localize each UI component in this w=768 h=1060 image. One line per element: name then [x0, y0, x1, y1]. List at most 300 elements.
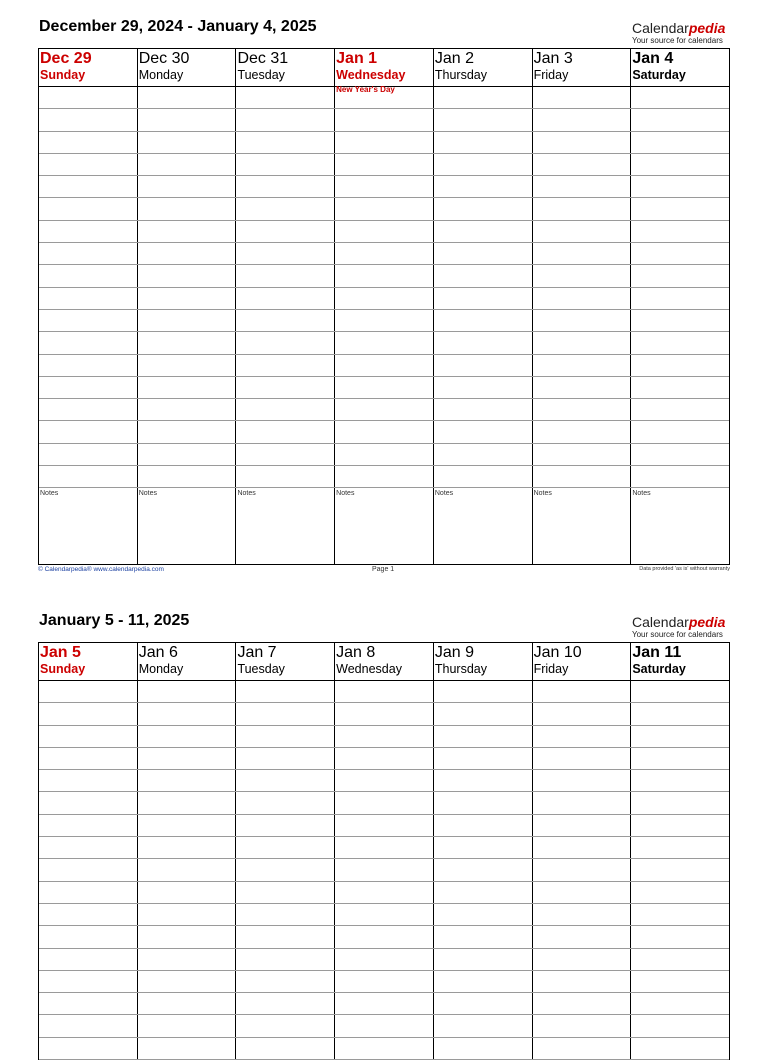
entry-cell[interactable]	[532, 399, 631, 420]
entry-cell[interactable]	[532, 310, 631, 331]
day-header-friday	[532, 49, 631, 86]
entry-cell[interactable]	[39, 399, 137, 420]
entry-cell[interactable]	[334, 1038, 433, 1059]
entry-cell[interactable]	[433, 243, 532, 264]
entry-cell[interactable]	[334, 109, 433, 130]
entry-cell[interactable]	[39, 815, 137, 836]
day-date: Jan 10	[533, 644, 582, 661]
entry-cell[interactable]	[137, 837, 236, 858]
entry-cell[interactable]	[630, 87, 729, 108]
entry-cell[interactable]	[630, 355, 729, 376]
calendarpedia-logo	[632, 20, 742, 46]
entry-cell[interactable]	[235, 132, 334, 153]
entry-cell[interactable]	[334, 332, 433, 353]
entry-cell[interactable]	[334, 726, 433, 747]
entry-cell[interactable]	[433, 792, 532, 813]
entry-cell[interactable]	[39, 198, 137, 219]
entry-cell[interactable]	[630, 265, 729, 286]
notes-cell[interactable]: Notes	[630, 488, 729, 564]
day-date: Jan 2	[434, 50, 475, 67]
entry-cell[interactable]	[39, 971, 137, 992]
entry-cell[interactable]	[334, 859, 433, 880]
entry-cell[interactable]	[137, 132, 236, 153]
entry-cell[interactable]	[39, 681, 137, 702]
entry-cell[interactable]	[433, 87, 532, 108]
entry-cell[interactable]	[39, 377, 137, 398]
entry-cell[interactable]	[433, 703, 532, 724]
entry-cell[interactable]	[39, 265, 137, 286]
entry-cell[interactable]	[630, 882, 729, 903]
time-row	[39, 837, 729, 859]
entry-cell[interactable]	[433, 377, 532, 398]
entry-cell[interactable]	[137, 993, 236, 1014]
entry-cell[interactable]	[532, 748, 631, 769]
entry-cell[interactable]	[433, 444, 532, 465]
entry-cell[interactable]	[137, 859, 236, 880]
notes-cell[interactable]: Notes	[235, 488, 334, 564]
time-row	[39, 176, 729, 198]
entry-cell[interactable]	[137, 265, 236, 286]
day-header-saturday	[630, 643, 729, 680]
entry-cell[interactable]	[334, 971, 433, 992]
day-date: Jan 8	[336, 644, 376, 661]
entry-cell[interactable]	[39, 132, 137, 153]
entry-cell[interactable]	[532, 109, 631, 130]
notes-cell[interactable]: Notes	[40, 490, 59, 498]
entry-cell[interactable]	[39, 221, 137, 242]
entry-cell[interactable]	[532, 132, 631, 153]
entry-cell[interactable]	[235, 288, 334, 309]
entry-cell[interactable]	[433, 399, 532, 420]
entry-cell[interactable]	[532, 87, 631, 108]
day-header-sunday	[39, 49, 137, 86]
entry-cell[interactable]	[334, 154, 433, 175]
entry-cell[interactable]	[532, 176, 631, 197]
entry-cell[interactable]	[532, 1015, 631, 1036]
time-row	[39, 703, 729, 725]
entry-cell[interactable]	[532, 859, 631, 880]
entry-cell[interactable]	[433, 332, 532, 353]
entry-cell[interactable]	[39, 926, 137, 947]
time-rows	[39, 681, 729, 1060]
entry-cell[interactable]	[532, 926, 631, 947]
time-row	[39, 221, 729, 243]
entry-cell[interactable]	[137, 882, 236, 903]
entry-cell[interactable]	[39, 1038, 137, 1059]
notes-cell[interactable]: Notes	[433, 488, 532, 564]
entry-cell[interactable]	[630, 421, 729, 442]
notes-cell[interactable]: Notes	[137, 488, 236, 564]
entry-cell[interactable]	[39, 288, 137, 309]
entry-cell[interactable]	[630, 926, 729, 947]
entry-cell[interactable]	[39, 748, 137, 769]
entry-cell[interactable]	[630, 792, 729, 813]
entry-cell[interactable]	[137, 355, 236, 376]
entry-cell[interactable]	[39, 949, 137, 970]
entry-cell[interactable]	[39, 87, 137, 108]
entry-cell[interactable]	[137, 748, 236, 769]
entry-cell[interactable]	[235, 949, 334, 970]
entry-cell[interactable]	[630, 221, 729, 242]
entry-cell[interactable]	[334, 792, 433, 813]
entry-cell[interactable]	[137, 288, 236, 309]
entry-cell[interactable]	[433, 265, 532, 286]
entry-cell[interactable]	[137, 444, 236, 465]
entry-cell[interactable]	[235, 770, 334, 791]
entry-cell[interactable]	[532, 1038, 631, 1059]
entry-cell[interactable]	[532, 815, 631, 836]
day-date: Jan 9	[434, 644, 475, 661]
entry-cell[interactable]	[630, 132, 729, 153]
entry-cell[interactable]	[532, 444, 631, 465]
copyright-link[interactable]: © Calendarpedia® www.calendarpedia.com	[38, 566, 164, 573]
entry-cell[interactable]	[137, 904, 236, 925]
entry-cell[interactable]	[137, 310, 236, 331]
entry-cell[interactable]	[334, 198, 433, 219]
time-row	[39, 904, 729, 926]
entry-cell[interactable]	[137, 243, 236, 264]
entry-cell[interactable]	[630, 748, 729, 769]
entry-cell[interactable]	[235, 926, 334, 947]
time-row	[39, 288, 729, 310]
entry-cell[interactable]	[532, 993, 631, 1014]
entry-cell[interactable]	[334, 221, 433, 242]
entry-cell[interactable]	[433, 949, 532, 970]
entry-cell[interactable]	[137, 421, 236, 442]
entry-cell[interactable]	[532, 681, 631, 702]
entry-cell[interactable]	[532, 288, 631, 309]
entry-cell[interactable]	[39, 332, 137, 353]
entry-cell[interactable]	[532, 355, 631, 376]
entry-cell[interactable]	[433, 748, 532, 769]
entry-cell[interactable]	[39, 859, 137, 880]
entry-cell[interactable]	[39, 466, 137, 487]
entry-cell[interactable]	[137, 399, 236, 420]
entry-cell[interactable]	[235, 748, 334, 769]
entry-cell[interactable]	[235, 837, 334, 858]
entry-cell[interactable]	[137, 176, 236, 197]
day-header-sunday	[39, 643, 137, 680]
entry-cell[interactable]	[532, 466, 631, 487]
time-row	[39, 1038, 729, 1060]
entry-cell[interactable]	[433, 288, 532, 309]
entry-cell[interactable]	[334, 681, 433, 702]
entry-cell[interactable]	[334, 926, 433, 947]
entry-cell[interactable]	[630, 815, 729, 836]
entry-cell[interactable]	[532, 837, 631, 858]
entry-cell[interactable]	[235, 176, 334, 197]
entry-cell[interactable]	[235, 792, 334, 813]
entry-cell[interactable]	[433, 1038, 532, 1059]
entry-cell[interactable]	[334, 265, 433, 286]
entry-cell[interactable]	[137, 1015, 236, 1036]
time-row	[39, 993, 729, 1015]
entry-cell[interactable]	[630, 310, 729, 331]
entry-cell[interactable]	[39, 444, 137, 465]
entry-cell[interactable]	[137, 770, 236, 791]
entry-cell[interactable]	[433, 926, 532, 947]
entry-cell[interactable]	[630, 109, 729, 130]
entry-cell[interactable]	[433, 993, 532, 1014]
time-row	[39, 815, 729, 837]
entry-cell[interactable]	[532, 377, 631, 398]
entry-cell[interactable]	[630, 703, 729, 724]
entry-cell[interactable]	[235, 882, 334, 903]
entry-cell[interactable]	[532, 882, 631, 903]
entry-cell[interactable]	[433, 466, 532, 487]
entry-cell[interactable]	[630, 1038, 729, 1059]
entry-cell[interactable]	[334, 444, 433, 465]
entry-cell[interactable]	[235, 332, 334, 353]
entry-cell[interactable]	[334, 815, 433, 836]
entry-cell[interactable]	[137, 109, 236, 130]
entry-cell[interactable]	[433, 815, 532, 836]
day-date: Dec 30	[138, 50, 190, 67]
entry-cell[interactable]	[334, 837, 433, 858]
week-title: January 5 - 11, 2025	[39, 612, 190, 629]
entry-cell[interactable]	[433, 904, 532, 925]
entry-cell[interactable]	[137, 466, 236, 487]
day-header-monday	[137, 49, 236, 86]
entry-cell[interactable]	[630, 726, 729, 747]
entry-cell[interactable]	[630, 993, 729, 1014]
entry-cell[interactable]	[433, 726, 532, 747]
entry-cell[interactable]	[334, 466, 433, 487]
entry-cell[interactable]	[433, 154, 532, 175]
day-name: Monday	[138, 68, 184, 82]
entry-cell[interactable]	[137, 332, 236, 353]
entry-cell[interactable]	[39, 421, 137, 442]
entry-cell[interactable]	[433, 355, 532, 376]
day-name: Thursday	[434, 662, 487, 676]
notes-cell[interactable]: Notes	[532, 488, 631, 564]
entry-cell[interactable]	[630, 466, 729, 487]
entry-cell[interactable]	[235, 971, 334, 992]
entry-cell[interactable]	[334, 176, 433, 197]
entry-cell[interactable]	[433, 971, 532, 992]
entry-cell[interactable]	[39, 726, 137, 747]
entry-cell[interactable]	[137, 726, 236, 747]
entry-cell[interactable]	[334, 993, 433, 1014]
entry-cell[interactable]	[137, 681, 236, 702]
entry-cell[interactable]	[433, 837, 532, 858]
day-name: Tuesday	[237, 68, 285, 82]
entry-cell[interactable]	[137, 703, 236, 724]
entry-cell[interactable]	[235, 355, 334, 376]
entry-cell[interactable]	[235, 154, 334, 175]
entry-cell[interactable]	[235, 221, 334, 242]
entry-cell[interactable]	[235, 904, 334, 925]
entry-cell[interactable]	[532, 243, 631, 264]
entry-cell[interactable]	[235, 444, 334, 465]
entry-cell[interactable]	[433, 198, 532, 219]
entry-cell[interactable]	[334, 703, 433, 724]
time-row	[39, 265, 729, 287]
entry-cell[interactable]	[532, 703, 631, 724]
entry-cell[interactable]	[433, 1015, 532, 1036]
entry-cell[interactable]	[630, 971, 729, 992]
time-row	[39, 421, 729, 443]
entry-cell[interactable]	[630, 243, 729, 264]
entry-cell[interactable]	[235, 859, 334, 880]
entry-cell[interactable]	[137, 792, 236, 813]
entry-cell[interactable]	[433, 109, 532, 130]
entry-cell[interactable]	[334, 1015, 433, 1036]
time-row	[39, 310, 729, 332]
entry-cell[interactable]	[137, 971, 236, 992]
entry-cell[interactable]	[235, 87, 334, 108]
entry-cell[interactable]	[137, 815, 236, 836]
entry-cell[interactable]	[137, 949, 236, 970]
entry-cell[interactable]	[235, 681, 334, 702]
entry-cell[interactable]	[39, 703, 137, 724]
entry-cell[interactable]	[334, 355, 433, 376]
time-row	[39, 882, 729, 904]
entry-cell[interactable]	[235, 310, 334, 331]
entry-cell[interactable]	[433, 681, 532, 702]
entry-cell[interactable]	[630, 377, 729, 398]
entry-cell[interactable]	[630, 770, 729, 791]
entry-cell[interactable]	[39, 355, 137, 376]
entry-cell[interactable]	[39, 243, 137, 264]
entry-cell[interactable]	[137, 87, 236, 108]
entry-cell[interactable]	[235, 421, 334, 442]
entry-cell[interactable]	[334, 243, 433, 264]
entry-cell[interactable]	[433, 221, 532, 242]
entry-cell[interactable]	[235, 703, 334, 724]
time-row	[39, 332, 729, 354]
entry-cell[interactable]	[334, 904, 433, 925]
entry-cell[interactable]	[39, 109, 137, 130]
day-header-wednesday	[334, 643, 433, 680]
entry-cell[interactable]	[532, 154, 631, 175]
entry-cell[interactable]	[433, 132, 532, 153]
entry-cell[interactable]	[532, 971, 631, 992]
entry-cell[interactable]	[532, 726, 631, 747]
entry-cell[interactable]	[235, 109, 334, 130]
entry-cell[interactable]	[532, 949, 631, 970]
time-row	[39, 198, 729, 220]
entry-cell[interactable]	[39, 837, 137, 858]
day-name: Tuesday	[237, 662, 285, 676]
entry-cell[interactable]	[334, 288, 433, 309]
entry-cell[interactable]	[235, 243, 334, 264]
day-header-row	[39, 643, 729, 681]
entry-cell[interactable]	[630, 444, 729, 465]
entry-cell[interactable]	[532, 421, 631, 442]
entry-cell[interactable]	[235, 815, 334, 836]
entry-cell[interactable]	[334, 748, 433, 769]
entry-cell[interactable]	[532, 770, 631, 791]
day-date: Jan 4	[632, 50, 674, 67]
time-row	[39, 243, 729, 265]
entry-cell[interactable]	[235, 1038, 334, 1059]
entry-cell[interactable]	[630, 904, 729, 925]
entry-cell[interactable]	[334, 421, 433, 442]
entry-cell[interactable]	[630, 681, 729, 702]
entry-cell[interactable]	[334, 399, 433, 420]
entry-cell[interactable]	[630, 198, 729, 219]
entry-cell[interactable]	[137, 1038, 236, 1059]
entry-cell[interactable]	[235, 198, 334, 219]
entry-cell[interactable]	[630, 154, 729, 175]
entry-cell[interactable]	[334, 132, 433, 153]
entry-cell[interactable]	[433, 882, 532, 903]
entry-cell[interactable]	[630, 837, 729, 858]
entry-cell[interactable]	[137, 377, 236, 398]
entry-cell[interactable]	[630, 859, 729, 880]
entry-cell[interactable]	[433, 176, 532, 197]
entry-cell[interactable]	[334, 882, 433, 903]
entry-cell[interactable]	[235, 726, 334, 747]
entry-cell[interactable]	[235, 399, 334, 420]
time-row	[39, 792, 729, 814]
entry-cell[interactable]	[630, 288, 729, 309]
entry-cell[interactable]	[334, 310, 433, 331]
entry-cell[interactable]	[137, 926, 236, 947]
entry-cell[interactable]	[137, 221, 236, 242]
entry-cell[interactable]	[532, 198, 631, 219]
time-row	[39, 1015, 729, 1037]
entry-cell[interactable]	[630, 399, 729, 420]
entry-cell[interactable]	[235, 265, 334, 286]
time-row	[39, 926, 729, 948]
entry-cell[interactable]	[433, 421, 532, 442]
entry-cell[interactable]	[532, 221, 631, 242]
entry-cell[interactable]	[39, 770, 137, 791]
day-header-wednesday	[334, 49, 433, 94]
entry-cell[interactable]	[334, 949, 433, 970]
entry-cell[interactable]	[532, 332, 631, 353]
entry-cell[interactable]	[630, 176, 729, 197]
entry-cell[interactable]	[630, 332, 729, 353]
time-row	[39, 748, 729, 770]
entry-cell[interactable]	[235, 993, 334, 1014]
entry-cell[interactable]	[137, 154, 236, 175]
entry-cell[interactable]	[630, 949, 729, 970]
entry-cell[interactable]	[235, 1015, 334, 1036]
entry-cell[interactable]	[39, 176, 137, 197]
entry-cell[interactable]	[39, 154, 137, 175]
entry-cell[interactable]	[39, 310, 137, 331]
entry-cell[interactable]	[433, 770, 532, 791]
entry-cell[interactable]	[532, 904, 631, 925]
logo-text-b: pedia	[688, 20, 726, 36]
entry-cell[interactable]	[137, 198, 236, 219]
day-name: Friday	[533, 662, 569, 676]
entry-cell[interactable]	[334, 770, 433, 791]
entry-cell[interactable]	[39, 1015, 137, 1036]
entry-cell[interactable]	[532, 265, 631, 286]
entry-cell[interactable]	[235, 377, 334, 398]
entry-cell[interactable]	[39, 904, 137, 925]
day-name: Sunday	[40, 68, 86, 82]
notes-cell[interactable]: Notes	[334, 488, 433, 564]
time-rows	[39, 87, 729, 488]
entry-cell[interactable]	[39, 993, 137, 1014]
entry-cell[interactable]	[39, 792, 137, 813]
entry-cell[interactable]	[235, 466, 334, 487]
entry-cell[interactable]	[630, 1015, 729, 1036]
time-row	[39, 377, 729, 399]
entry-cell[interactable]	[334, 377, 433, 398]
entry-cell[interactable]	[39, 882, 137, 903]
day-header-row	[39, 49, 729, 94]
entry-cell[interactable]	[433, 310, 532, 331]
time-row	[39, 726, 729, 748]
entry-cell[interactable]	[532, 792, 631, 813]
entry-cell[interactable]	[433, 859, 532, 880]
